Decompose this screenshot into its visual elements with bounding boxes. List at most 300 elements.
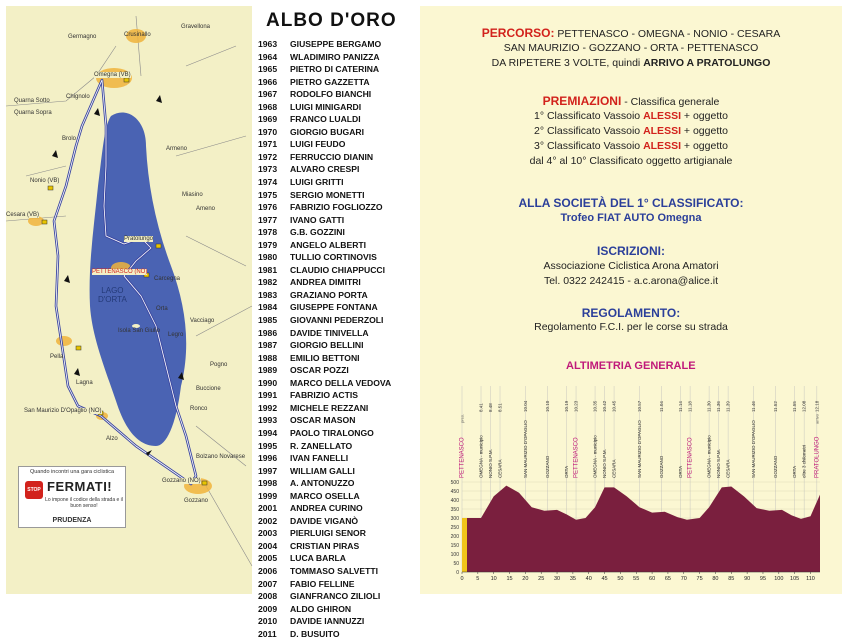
albo-winner: GIUSEPPE BERGAMO — [290, 39, 382, 49]
y-tick-label: 150 — [450, 543, 459, 549]
albo-year: 1986 — [258, 327, 278, 338]
waypoint-note: arrivo — [814, 414, 820, 425]
albo-winner: R. ZANELLATO — [290, 440, 353, 451]
albo-winner: OSCAR POZZI — [290, 365, 349, 376]
waypoint-time: 10.19 — [564, 400, 570, 412]
albo-year: 2008 — [258, 591, 278, 602]
albo-row — [258, 138, 408, 151]
albo-row — [258, 289, 408, 302]
waypoint-name: GOZZANO — [545, 455, 551, 478]
albo-winner: D. BUSUITO — [290, 628, 340, 639]
chart-title: ALTIMETRIA GENERALE — [566, 360, 696, 372]
albo-year: 1995 — [258, 440, 278, 451]
albo-row — [258, 628, 408, 640]
albo-row — [258, 352, 408, 365]
albo-year: 1996 — [258, 453, 278, 464]
albo-row — [258, 126, 408, 139]
waypoint-name: CESARA — [725, 459, 731, 478]
town-nonio: Nonio (VB) — [30, 178, 60, 184]
waypoint-name: PETTENASCO — [459, 437, 466, 478]
albo-row — [258, 578, 408, 591]
albo-row — [258, 552, 408, 565]
albo-row — [258, 264, 408, 277]
albo-winner: TULLIO CORTINOVIS — [290, 252, 377, 263]
albo-row — [258, 176, 408, 189]
town-pettenasco: PETTENASCO (NO) — [92, 269, 148, 275]
place-label: Quarna Sotto — [14, 98, 50, 104]
town-omegna: Omegna (VB) — [94, 72, 131, 78]
albo-winner: DAVIDE IANNUZZI — [290, 616, 365, 627]
town-cesara: Cesara (VB) — [6, 212, 40, 218]
prize-text: 2° Classificato Vassoio — [534, 125, 644, 137]
percorso-line3 — [420, 56, 842, 71]
albo-winner: CRISTIAN PIRAS — [290, 540, 360, 551]
waypoint-time: 10.23 — [573, 400, 579, 412]
place-label: Brolo — [62, 136, 77, 142]
albo-winner: IVANO GATTI — [290, 214, 345, 225]
premiazioni-label: PREMIAZIONI — [542, 94, 622, 108]
albo-year: 1969 — [258, 114, 278, 125]
albo-winner: ALVARO CRESPI — [290, 164, 360, 175]
x-tick-label: 30 — [553, 576, 561, 582]
place-label: Armeno — [166, 146, 188, 152]
albo-year: 1993 — [258, 415, 278, 426]
albo-winner: A. ANTONUZZO — [290, 478, 355, 489]
place-label: Chignolo — [66, 94, 90, 100]
y-tick-label: 250 — [450, 525, 459, 531]
albo-winner: FABRIZIO FOGLIOZZO — [290, 202, 383, 213]
town-gozzano: Gozzano (NO) — [162, 478, 201, 484]
waypoint-time: 10.57 — [636, 400, 642, 412]
albo-row — [258, 63, 408, 76]
albo-year: 1965 — [258, 64, 278, 75]
albo-list — [258, 38, 408, 640]
waypoint-time: 11.52 — [773, 401, 779, 412]
prize-brand: ALESSI — [643, 140, 681, 152]
albo-winner: SERGIO MONETTI — [290, 189, 365, 200]
societa-trophy: Trofeo FIAT AUTO Omegna — [560, 212, 702, 224]
albo-winner: PIERLUIGI SENOR — [290, 528, 366, 539]
albo-year: 1977 — [258, 214, 278, 225]
albo-winner: FRANCO LUALDI — [290, 114, 361, 125]
albo-year: 1994 — [258, 427, 278, 438]
x-tick-label: 15 — [506, 576, 513, 582]
albo-year: 1963 — [258, 39, 278, 49]
albo-year: 1998 — [258, 478, 278, 489]
albo-year: 1981 — [258, 264, 278, 275]
x-tick-label: 0 — [460, 576, 464, 582]
albo-row — [258, 364, 408, 377]
waypoint-time: 11.39 — [725, 401, 731, 412]
place-label: Ronco — [190, 406, 208, 412]
albo-year: 1980 — [258, 252, 278, 263]
prize-others: dal 4° al 10° Classificato oggetto artigianale — [529, 155, 733, 167]
waypoint-name: ORTA — [792, 465, 798, 478]
albo-year: 2005 — [258, 553, 278, 564]
albo-winner: WLADIMIRO PANIZZA — [290, 51, 380, 62]
place-label: Germagno — [68, 34, 97, 40]
albo-winner: WILLIAM GALLI — [290, 465, 355, 476]
prize-text: + oggetto — [681, 110, 728, 122]
albo-winner: EMILIO BETTONI — [290, 352, 360, 363]
waypoint-name: NONIO S.P.M. — [602, 449, 608, 478]
albo-winner: MARCO OSELLA — [290, 490, 360, 501]
albo-winner: GIUSEPPE FONTANA — [290, 302, 378, 313]
place-label: Miasino — [182, 192, 203, 198]
albo-year: 1978 — [258, 227, 278, 238]
percorso-line1 — [420, 26, 842, 42]
x-tick-label: 110 — [806, 576, 815, 582]
albo-winner: RODOLFO BIANCHI — [290, 89, 372, 100]
stop-sign-icon: STOP — [25, 481, 43, 499]
x-tick-label: 100 — [774, 576, 784, 582]
albo-winner: ALDO GHIRON — [290, 603, 352, 614]
albo-year: 2009 — [258, 603, 278, 614]
y-tick-label: 450 — [450, 489, 459, 495]
x-tick-label: 105 — [790, 576, 800, 582]
albo-year: 1983 — [258, 289, 278, 300]
place-label: Ameno — [196, 206, 216, 212]
waypoint-name: OMEGNA - municipio — [478, 435, 484, 478]
waypoint-name: SAN MAURIZIO D'OPAGLIO — [750, 420, 756, 478]
albo-row — [258, 477, 408, 490]
albo-row — [258, 490, 408, 503]
stop-footer: PRUDENZA — [52, 517, 92, 524]
regolamento-label: REGOLAMENTO: — [581, 306, 681, 320]
y-tick-label: 200 — [450, 534, 459, 540]
waypoint-name: CESARA — [497, 459, 503, 478]
albo-winner: LUIGI MINIGARDI — [290, 101, 362, 112]
lake-label: LAGO D'ORTA — [98, 286, 127, 304]
albo-row — [258, 88, 408, 101]
percorso-line3-prefix: DA RIPETERE 3 VOLTE, quindi — [491, 57, 644, 69]
waypoint-time: 11.30 — [706, 401, 712, 412]
stop-title: FERMATI! — [47, 479, 113, 494]
albo-row — [258, 314, 408, 327]
y-tick-label: 100 — [450, 552, 459, 558]
albo-title: ALBO D'ORO — [266, 10, 397, 31]
albo-winner: PIETRO GAZZETTA — [290, 76, 370, 87]
albo-row — [258, 251, 408, 264]
place-label: Isola San Giulio — [118, 328, 161, 334]
albo-winner: IVAN FANELLI — [290, 453, 349, 464]
albo-year: 1982 — [258, 277, 278, 288]
waypoint-note: pres. — [459, 414, 465, 423]
albo-winner: DAVIDE TINIVELLA — [290, 327, 369, 338]
albo-row — [258, 389, 408, 402]
stop-warning-box — [18, 466, 126, 528]
place-label: Alzo — [106, 436, 118, 442]
regolamento-text: Regolamento F.C.I. per le corse su strada — [534, 321, 728, 333]
albo-winner: PIETRO DI CATERINA — [290, 64, 380, 75]
y-tick-label: 300 — [450, 516, 459, 522]
albo-row — [258, 239, 408, 252]
albo-row — [258, 101, 408, 114]
waypoint-name: PETTENASCO — [687, 437, 694, 478]
albo-year: 2010 — [258, 616, 278, 627]
iscrizioni-contact: Tel. 0322 242415 - a.c.arona@alice.it — [543, 275, 719, 287]
prize-row — [420, 109, 842, 124]
waypoint-name: OMEGNA - municipio — [592, 435, 598, 478]
albo-winner: FERRUCCIO DIANIN — [290, 151, 374, 162]
premiazioni-sub: - Classifica generale — [621, 96, 720, 108]
albo-winner: GIORGIO BELLINI — [290, 340, 364, 351]
x-tick-label: 60 — [649, 576, 656, 582]
altimetry-chart — [420, 382, 842, 582]
albo-year: 2011 — [258, 628, 277, 639]
albo-row — [258, 465, 408, 478]
x-tick-label: 95 — [759, 576, 767, 582]
town-san-maurizio: San Maurizio D'Opaglio (NO) — [24, 408, 102, 414]
stop-caption: Quando incontri una gara ciclistica — [29, 469, 115, 475]
town-gravellona: Gravellona — [181, 24, 211, 30]
prize-row — [420, 139, 842, 154]
town-bolzano: Bolzano Novarese — [196, 454, 246, 460]
x-tick-label: 70 — [680, 576, 687, 582]
albo-year: 2002 — [258, 515, 278, 526]
albo-year: 1992 — [258, 402, 278, 413]
place-label: Vacciago — [190, 318, 215, 324]
stop-text: Lo impone il codice della strada e il buon senso! — [45, 497, 123, 509]
waypoint-time: 10.35 — [592, 400, 598, 412]
albo-row — [258, 51, 408, 64]
x-tick-label: 40 — [585, 576, 592, 582]
albo-row — [258, 427, 408, 440]
albo-year: 1975 — [258, 189, 278, 200]
albo-year: 2001 — [258, 503, 278, 514]
albo-row — [258, 527, 408, 540]
albo-winner: GIANFRANCO ZILIOLI — [290, 591, 381, 602]
y-tick-label: 350 — [450, 507, 459, 513]
albo-year: 1970 — [258, 126, 278, 137]
x-tick-label: 85 — [728, 576, 735, 582]
albo-row — [258, 565, 408, 578]
albo-year: 1972 — [258, 151, 278, 162]
prize-brand: ALESSI — [643, 110, 681, 122]
prize-text: + oggetto — [681, 125, 728, 137]
waypoint-time: 8.41 — [478, 403, 484, 412]
waypoint-name: PETTENASCO — [573, 437, 580, 478]
albo-row — [258, 151, 408, 164]
x-tick-label: 75 — [696, 576, 703, 582]
albo-row — [258, 590, 408, 603]
albo-winner: FABRIZIO ACTIS — [290, 390, 358, 401]
town-pratolungo: Pratolungo — [124, 236, 154, 242]
waypoint-time: 12.18 — [814, 400, 820, 412]
waypoint-time: 10.42 — [602, 400, 608, 412]
x-tick-label: 90 — [744, 576, 751, 582]
place-label: Pogno — [210, 362, 228, 368]
info-panel — [420, 6, 842, 594]
waypoint-name: NONIO S.P.M. — [488, 449, 494, 478]
waypoint-time: 11.18 — [687, 401, 693, 412]
albo-winner: GRAZIANO PORTA — [290, 289, 368, 300]
albo-year: 1989 — [258, 365, 278, 376]
waypoint-time: 8.48 — [488, 403, 494, 412]
waypoint-time: 11.55 — [792, 401, 798, 412]
albo-year: 2006 — [258, 565, 278, 576]
albo-year: 2004 — [258, 540, 278, 551]
albo-year: 1971 — [258, 139, 278, 150]
x-tick-label: 35 — [569, 576, 576, 582]
x-tick-label: 5 — [476, 576, 480, 582]
societa-label: ALLA SOCIETÀ DEL 1° CLASSIFICATO: — [518, 196, 744, 210]
albo-winner: CLAUDIO CHIAPPUCCI — [290, 264, 386, 275]
albo-row — [258, 201, 408, 214]
albo-row — [258, 515, 408, 528]
albo-row — [258, 440, 408, 453]
waypoint-time: 10.45 — [611, 400, 617, 412]
albo-winner: G.B. GOZZINI — [290, 227, 345, 238]
prize-text: 3° Classificato Vassoio — [534, 140, 644, 152]
albo-row — [258, 452, 408, 465]
albo-winner: MARCO DELLA VEDOVA — [290, 377, 392, 388]
albo-year: 1976 — [258, 202, 278, 213]
albo-year: 1997 — [258, 465, 278, 476]
albo-row — [258, 276, 408, 289]
albo-row — [258, 226, 408, 239]
albo-row — [258, 414, 408, 427]
waypoint-time: 10.04 — [522, 400, 528, 412]
y-tick-label: 0 — [456, 570, 459, 576]
albo-winner: GIORGIO BUGARI — [290, 126, 365, 137]
albo-row — [258, 189, 408, 202]
waypoint-time: 12.08 — [801, 400, 807, 412]
albo-year: 1999 — [258, 490, 278, 501]
albo-row — [258, 163, 408, 176]
waypoint-name: ORTA — [678, 465, 684, 478]
albo-year: 1964 — [258, 51, 278, 62]
albo-winner: ANDREA DIMITRI — [290, 277, 361, 288]
albo-year: 2003 — [258, 528, 278, 539]
waypoint-name: SAN MAURIZIO D'OPAGLIO — [522, 420, 528, 478]
start-marker — [462, 518, 467, 572]
waypoint-time: 11.14 — [678, 401, 684, 412]
albo-winner: PAOLO TIRALONGO — [290, 427, 374, 438]
waypoint-name: SAN MAURIZIO D'OPAGLIO — [636, 420, 642, 478]
place-label: Legro — [168, 332, 184, 338]
albo-winner: TOMMASO SALVETTI — [290, 565, 379, 576]
albo-row — [258, 339, 408, 352]
albo-row — [258, 615, 408, 628]
albo-year: 1968 — [258, 101, 278, 112]
waypoint-name: ORTA — [564, 465, 570, 478]
place-label: Gozzano — [184, 498, 209, 504]
x-tick-label: 25 — [538, 576, 545, 582]
y-tick-label: 50 — [453, 561, 459, 567]
albo-year: 1974 — [258, 177, 278, 188]
albo-row — [258, 76, 408, 89]
albo-year: 1966 — [258, 76, 278, 87]
waypoint-name: PRATOLUNGO — [814, 436, 821, 478]
waypoint-time: 11.46 — [750, 401, 756, 412]
albo-row — [258, 301, 408, 314]
x-tick-label: 65 — [664, 576, 671, 582]
albo-winner: FABIO FELLINE — [290, 578, 355, 589]
place-label: Orta — [156, 306, 168, 312]
albo-winner: DAVIDE VIGANÒ — [290, 515, 359, 526]
albo-winner: ANDREA CURINO — [290, 503, 363, 514]
iscrizioni-org: Associazione Ciclistica Arona Amatori — [543, 260, 719, 272]
place-label: Quarna Sopra — [14, 110, 52, 116]
albo-winner: OSCAR MASON — [290, 415, 356, 426]
waypoint-time: 11.36 — [716, 401, 722, 412]
x-tick-label: 20 — [522, 576, 529, 582]
albo-row — [258, 540, 408, 553]
x-tick-label: 50 — [617, 576, 624, 582]
albo-year: 1988 — [258, 352, 278, 363]
route-map — [6, 6, 252, 594]
place-label: Lagna — [76, 380, 93, 386]
albo-year: 2007 — [258, 578, 278, 589]
place-label: Buccione — [196, 386, 221, 392]
waypoint-time: 8.51 — [497, 403, 503, 412]
place-label: Carcegna — [154, 276, 181, 282]
prize-row — [420, 124, 842, 139]
waypoint-name: OMEGNA - municipio — [706, 435, 712, 478]
x-tick-label: 55 — [633, 576, 640, 582]
albo-year: 1991 — [258, 390, 278, 401]
albo-year: 1973 — [258, 164, 278, 175]
prize-text: 1° Classificato Vassoio — [534, 110, 644, 122]
prize-brand: ALESSI — [643, 125, 681, 137]
albo-doro — [258, 10, 408, 640]
albo-row — [258, 402, 408, 415]
albo-winner: GIOVANNI PEDERZOLI — [290, 315, 384, 326]
albo-winner: MICHELE REZZANI — [290, 402, 369, 413]
x-tick-label: 10 — [490, 576, 497, 582]
waypoint-name: NONIO S.P.M. — [716, 449, 722, 478]
percorso-label: PERCORSO: — [481, 26, 555, 40]
albo-year: 1990 — [258, 377, 278, 388]
waypoint-name: GOZZANO — [773, 455, 779, 478]
albo-year: 1985 — [258, 315, 278, 326]
x-tick-label: 45 — [601, 576, 608, 582]
waypoint-name: oltre 3 chilometri — [801, 444, 807, 478]
albo-year: 1987 — [258, 340, 278, 351]
place-label: Pella — [50, 354, 64, 360]
town-crusinallo: Crusinallo — [124, 32, 151, 38]
percorso-line3-bold: ARRIVO A PRATOLUNGO — [643, 57, 771, 69]
prize-text: + oggetto — [681, 140, 728, 152]
albo-year: 1984 — [258, 302, 278, 313]
waypoint-time: 10.10 — [545, 400, 551, 412]
albo-row — [258, 38, 408, 51]
percorso-line2: SAN MAURIZIO - GOZZANO - ORTA - PETTENASCO — [503, 42, 759, 54]
albo-row — [258, 327, 408, 340]
x-tick-label: 80 — [712, 576, 719, 582]
percorso-text1: PETTENASCO - OMEGNA - NONIO - CESARA — [557, 28, 781, 40]
waypoint-time: 11.04 — [659, 401, 665, 412]
albo-winner: LUIGI FEUDO — [290, 139, 346, 150]
iscrizioni-label: ISCRIZIONI: — [597, 244, 665, 258]
albo-winner: LUCA BARLA — [290, 553, 347, 564]
waypoint-name: GOZZANO — [659, 455, 665, 478]
albo-winner: LUIGI GRITTI — [290, 177, 344, 188]
albo-year: 1967 — [258, 89, 278, 100]
waypoint-name: CESARA — [611, 459, 617, 478]
albo-row — [258, 603, 408, 616]
albo-row — [258, 377, 408, 390]
albo-row — [258, 113, 408, 126]
premiazioni-heading — [420, 94, 842, 110]
albo-year: 1979 — [258, 239, 278, 250]
albo-winner: ANGELO ALBERTI — [290, 239, 367, 250]
y-tick-label: 500 — [450, 480, 459, 486]
albo-row — [258, 214, 408, 227]
y-tick-label: 400 — [450, 498, 459, 504]
albo-row — [258, 502, 408, 515]
